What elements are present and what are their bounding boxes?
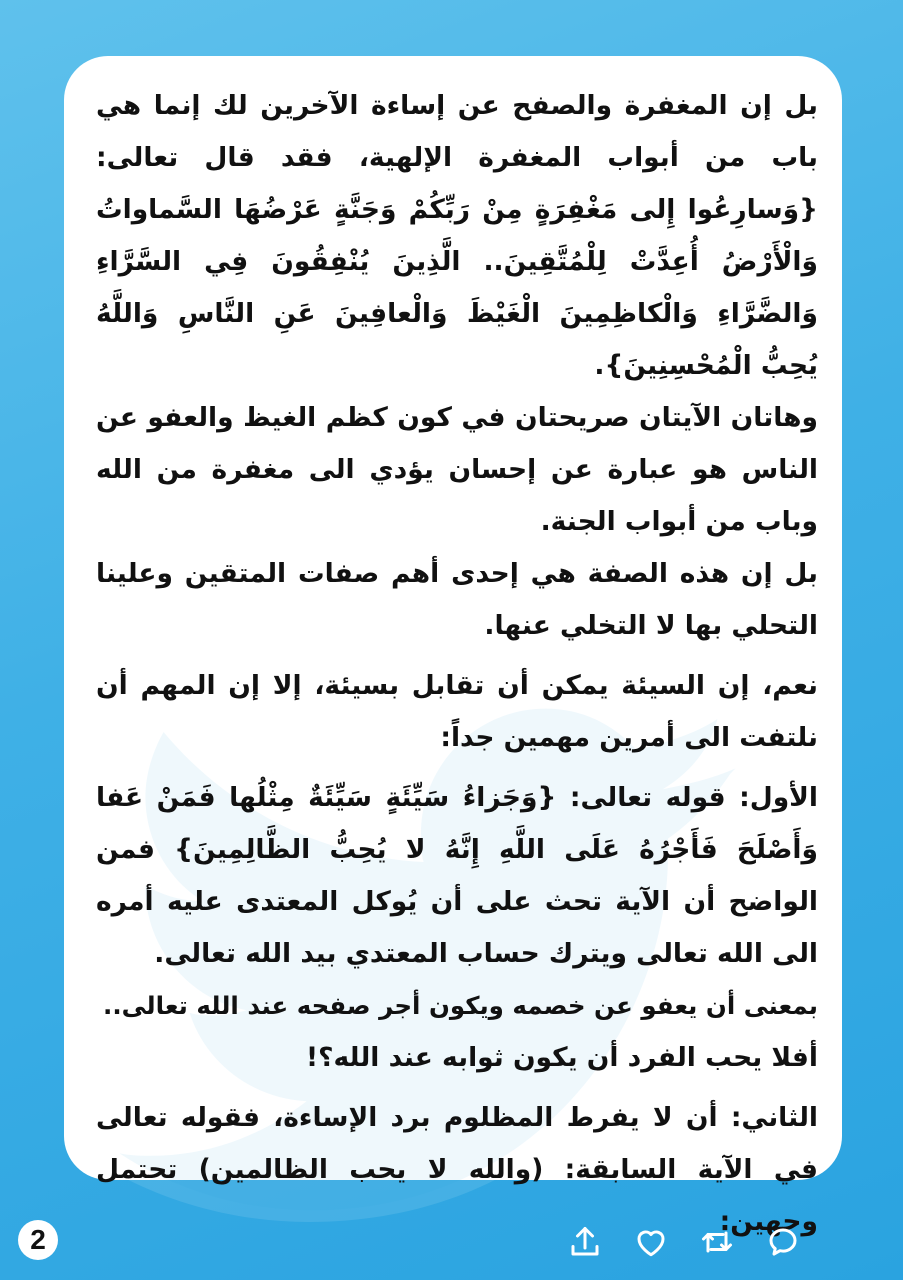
paragraph-lead: الأول: — [739, 782, 818, 813]
paragraph-lead: الثاني: — [730, 1102, 818, 1133]
post-actions — [565, 1222, 803, 1262]
comment-button[interactable] — [763, 1222, 803, 1262]
article-text — [96, 80, 818, 1248]
share-icon — [567, 1224, 603, 1260]
paragraph-text: قوله تعالى: {وَجَزاءُ سَيِّئَةٍ سَيِّئَةٌ مِثْلُها فَمَنْ عَفا وَأَصْلَحَ فَأَجْرُهُ عَلَى اللَّهِ إِنَّهُ لا يُحِبُّ الظَّالِمِينَ} فمن الواضح أن الآية تحث على أن يُوكل المعتدى عليه أمره الى الله تعالى ويترك حساب المعتدي بيد الله تعالى. — [96, 782, 818, 969]
paragraph-text: بل إن هذه الصفة هي إحدى أهم صفات المتقين وعلينا التحلي بها لا التخلي عنها. — [96, 558, 818, 641]
retweet-button[interactable] — [697, 1222, 737, 1262]
paragraph — [96, 980, 818, 1032]
paragraph-text: بمعنى أن يعفو عن خصمه ويكون أجر صفحه عند الله تعالى.. — [103, 991, 818, 1020]
paragraph-text: أفلا يحب الفرد أن يكون ثوابه عند الله؟! — [305, 1042, 818, 1073]
like-button[interactable] — [631, 1222, 671, 1262]
paragraph-text: أن لا يفرط المظلوم برد الإساءة، فقوله تعالى في الآية السابقة: (والله لا يحب الظالمين) تحتمل وجهين: — [96, 1102, 818, 1237]
comment-icon — [765, 1224, 801, 1260]
share-button[interactable] — [565, 1222, 605, 1262]
paragraph-text: بل إن المغفرة والصفح عن إساءة الآخرين لك إنما هي باب من أبواب المغفرة الإلهية، فقد قال تعالى:{وَسارِعُوا إِلى مَغْفِرَةٍ مِنْ رَبِّكُمْ وَجَنَّةٍ عَرْضُهَا السَّماواتُ وَالْأَرْضُ أُعِدَّتْ لِلْمُتَّقِينَ.. الَّذِينَ يُنْفِقُونَ فِي السَّرَّاءِ وَالضَّرَّاءِ وَالْكاظِمِينَ الْغَيْظَ وَالْعافِينَ عَنِ النَّاسِ وَاللَّهُ يُحِبُّ الْمُحْسِنِينَ}. — [96, 90, 818, 381]
heart-icon — [633, 1224, 669, 1260]
paragraph — [96, 660, 818, 764]
page-number-badge: 2 — [18, 1220, 58, 1260]
paragraph-text: نعم، إن السيئة يمكن أن تقابل بسيئة، إلا إن المهم أن نلتفت الى أمرين مهمين جداً: — [96, 670, 818, 753]
paragraph — [96, 548, 818, 652]
paragraph — [96, 392, 818, 548]
paragraph — [96, 80, 818, 392]
content-card — [64, 56, 842, 1237]
paragraph-text: وهاتان الآيتان صريحتان في كون كظم الغيظ والعفو عن الناس هو عبارة عن إحسان يؤدي الى مغفرة من الله وباب من أبواب الجنة. — [96, 402, 818, 537]
retweet-icon — [699, 1224, 735, 1260]
paragraph — [96, 772, 818, 980]
paragraph — [96, 1032, 818, 1084]
